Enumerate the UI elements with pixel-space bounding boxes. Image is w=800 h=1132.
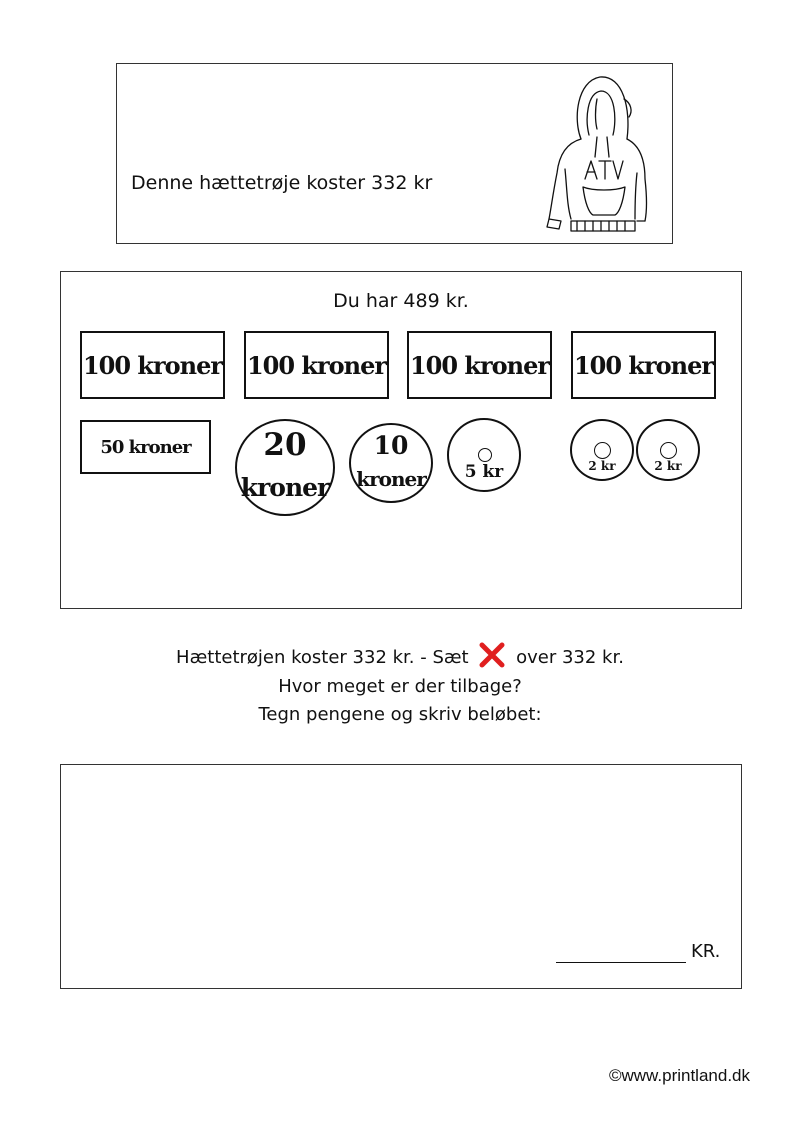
coin-2 [570, 419, 634, 481]
answer-unit: KR. [691, 941, 721, 962]
instruction-line-1-start: Hættetrøjen koster 332 kr. - Sæt [176, 647, 469, 668]
coin-hole [594, 442, 611, 459]
banknote-100: 100 kroner [571, 331, 716, 399]
coin-2-label: 2 kr [588, 459, 616, 473]
coin-20-word: kroner [240, 473, 330, 502]
coin-20-number: 20 [263, 427, 307, 463]
answer-box[interactable] [60, 764, 742, 989]
coin-hole [478, 448, 492, 462]
coin-hole [660, 442, 677, 459]
instruction-line-2: Hvor meget er der tilbage? [278, 676, 522, 697]
coin-2-label: 2 kr [654, 459, 682, 473]
hoodie-illustration [545, 69, 651, 237]
coin-2 [636, 419, 700, 481]
coin-10-number: 10 [373, 431, 409, 460]
coin-5 [447, 418, 521, 492]
banknote-100: 100 kroner [80, 331, 225, 399]
banknote-100: 100 kroner [244, 331, 389, 399]
coin-10-word: kroner [356, 467, 426, 491]
coin-5-label: 5 kr [464, 462, 504, 482]
banknote-100: 100 kroner [407, 331, 552, 399]
coin-10 [349, 423, 433, 503]
instruction-line-3: Tegn pengene og skriv beløbet: [258, 704, 542, 725]
coin-20 [235, 419, 335, 516]
price-box [116, 63, 673, 244]
instruction-line-1 [0, 641, 800, 669]
money-box [60, 271, 742, 609]
have-amount-text: Du har 489 kr. [333, 290, 469, 312]
instruction-line-1-end: over 332 kr. [516, 647, 624, 668]
answer-line[interactable] [556, 962, 686, 963]
banknote-50: 50 kroner [80, 420, 211, 474]
price-text: Denne hættetrøje koster 332 kr [131, 172, 433, 194]
copyright-text: ©www.printland.dk [608, 1066, 750, 1085]
red-cross-icon [478, 641, 506, 669]
